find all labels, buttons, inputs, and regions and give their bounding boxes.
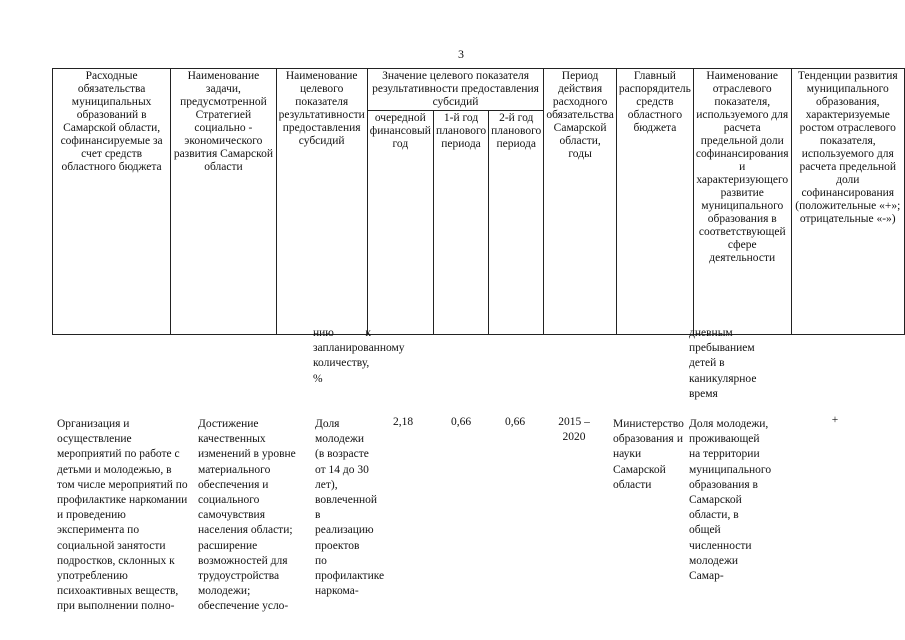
header-indicator-values: Значение целевого показателя результативности предоставления субсидий <box>367 69 544 111</box>
header-sector-indicator: Наименование отраслевого показателя, используемого для расчета предельной доли софинансирования и характеризующего развитие муниципального образования в соответствующей сфере деятельности <box>693 69 791 335</box>
row-indicator: Доля молодежи (в возрасте от 14 до 30 лет), вовлеченной в реализацию проектов по профилактике наркома- <box>315 418 385 598</box>
header-administrator: Главный распорядитель средств областного бюджета <box>616 69 693 335</box>
header-next-year: очередной финансовый год <box>367 111 433 335</box>
header-table <box>52 68 905 335</box>
header-obligations: Расходные обязательства муниципальных образований в Самарской области, софинансируемые за счет средств областного бюджета <box>53 69 171 335</box>
header-trends: Тенденции развития муниципального образования, характеризуемые ростом отраслевого показателя, используемого для расчета предельной доли софинансирования (положительные «+»; отрицательные «-») <box>791 69 904 335</box>
row-trend: + <box>831 414 839 426</box>
continuation-indicator-text: нию к запланированному количеству, % <box>313 327 405 385</box>
row-period: 2015 – 2020 <box>558 416 590 444</box>
row-administrator: Министерство образования и науки Самарской области <box>613 418 684 491</box>
page-number: 3 <box>458 47 464 61</box>
continuation-sector-text: дневным пребыванием детей в каникулярное время <box>689 327 757 400</box>
header-task: Наименование задачи, предусмотренной Стратегией социально - экономического развития Самарской области <box>171 69 276 335</box>
row-task: Достижение качественных изменений в уровне материального обеспечения и социального самочувствия населения области; расширение возможностей для трудоустройства молодежи; обеспечение усло- <box>198 418 296 613</box>
row-value-plan-year-1: 0,66 <box>450 416 472 428</box>
header-indicator-name: Наименование целевого показателя результативности предоставления субсидий <box>276 69 367 335</box>
row-value-plan-year-2: 0,66 <box>504 416 526 428</box>
header-plan-year-2: 2-й год планового периода <box>489 111 544 335</box>
row-sector-indicator: Доля молодежи, проживающей на территории муниципального образования в Самарской области, в общей численности молодежи Самар- <box>689 418 772 583</box>
row-value-next-year: 2,18 <box>392 416 414 428</box>
header-plan-year-1: 1-й год планового периода <box>433 111 488 335</box>
header-period: Период действия расходного обязательства Самарской области, годы <box>544 69 617 335</box>
row-obligation: Организация и осуществление мероприятий по работе с детьми и молодежью, в том числе мероприятий по профилактике наркомании и проведению эксперимента по социальной занятости подростков, склонных к употреблению психоактивных веществ, при выполнении полно- <box>57 418 188 613</box>
